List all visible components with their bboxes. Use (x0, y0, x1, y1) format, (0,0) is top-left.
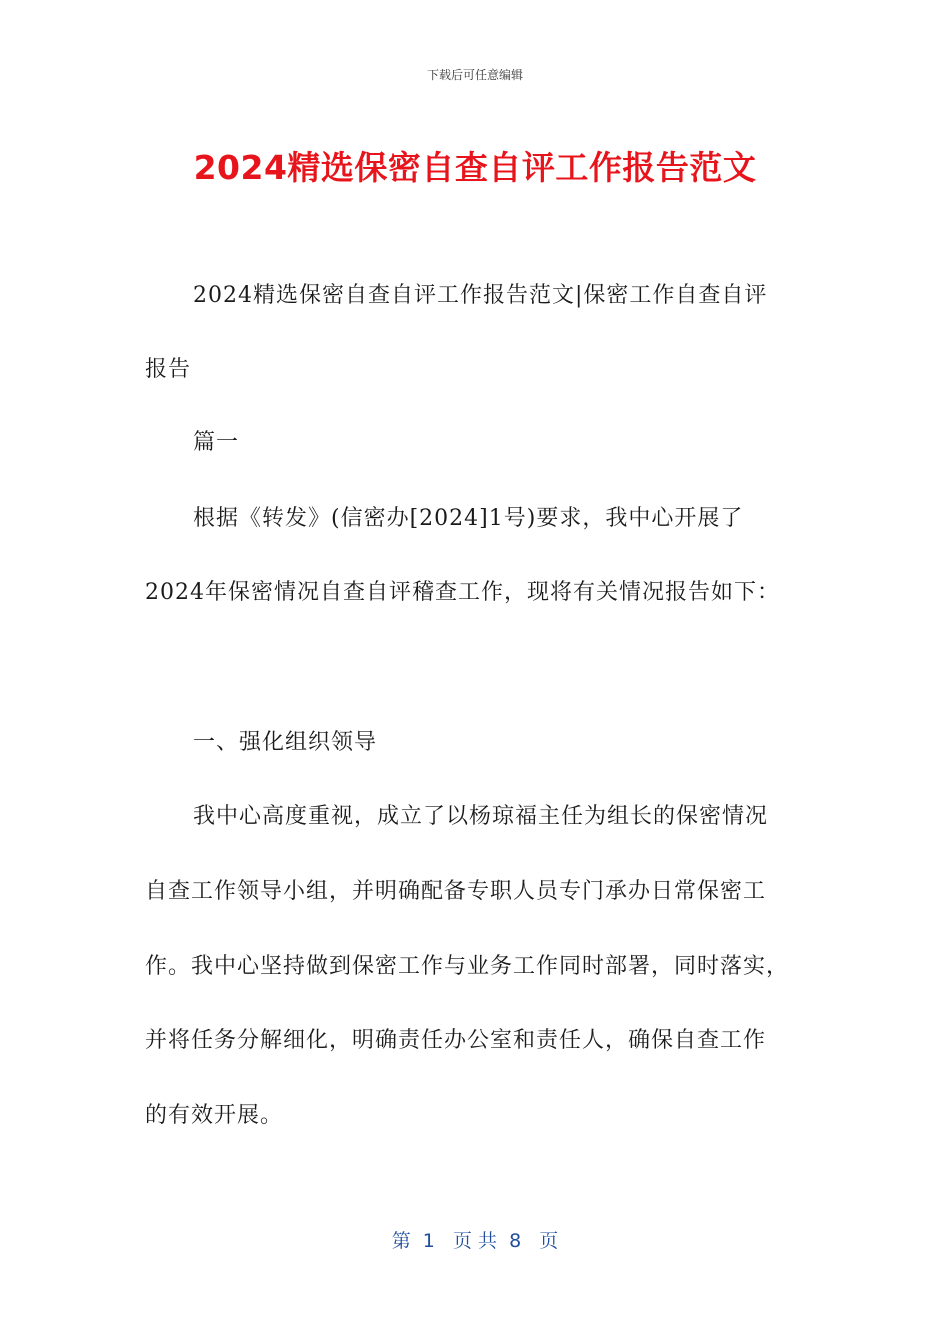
body-line-6: 自查工作领导小组，并明确配备专职人员专门承办日常保密工 (145, 879, 767, 904)
page-footer: 第 1 页 共 8 页 (391, 1230, 559, 1252)
page-title: 2024精选保密自查自评工作报告范文 (193, 148, 757, 187)
body-line-8: 并将任务分解细化，明确责任办公室和责任人，确保自查工作 (145, 1028, 767, 1053)
body-line-2: 报告 (145, 357, 192, 382)
section-heading: 一、强化组织领导 (193, 730, 378, 755)
body-line-5: 我中心高度重视，成立了以杨琼福主任为组长的保密情况 (193, 804, 769, 829)
body-line-7: 作。我中心坚持做到保密工作与业务工作同时部署，同时落实， (145, 954, 790, 979)
body-line-3: 根据《转发》(信密办[2024]1号)要求，我中心开展了 (193, 506, 744, 531)
section-label: 篇一 (193, 430, 240, 455)
body-line-9: 的有效开展。 (145, 1103, 284, 1128)
header-note: 下载后可任意编辑 (426, 68, 523, 82)
body-line-1: 2024精选保密自查自评工作报告范文|保密工作自查自评 (193, 283, 768, 308)
body-line-4: 2024年保密情况自查自评稽查工作，现将有关情况报告如下： (145, 580, 780, 605)
